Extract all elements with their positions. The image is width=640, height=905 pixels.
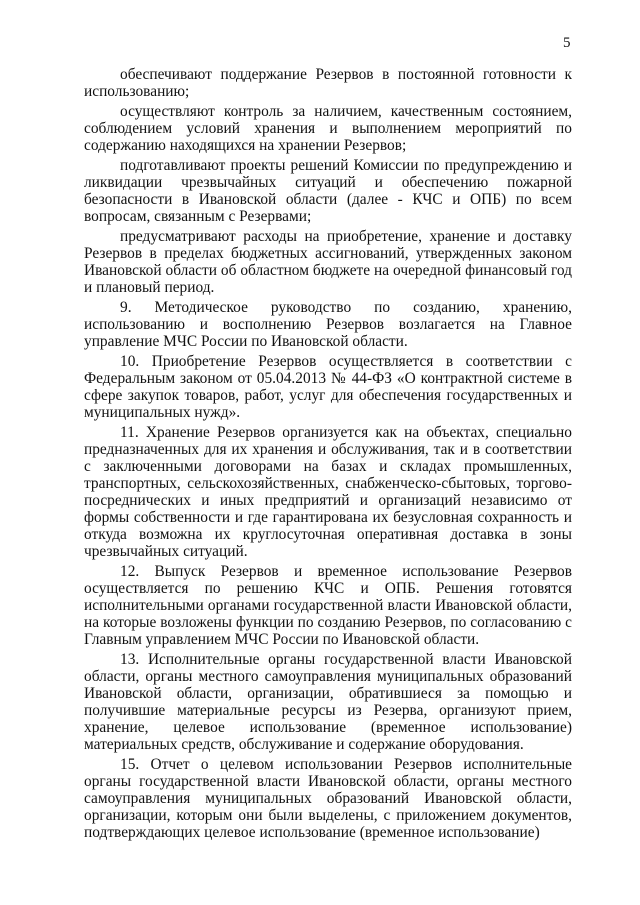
paragraph-item-10: 10. Приобретение Резервов осуществляется в соответствии с Федеральным законом от 05.04.2013 № 44-ФЗ «О контрактной системе в сфере закупок товаров, работ, услуг для обеспечения государственных и муниципальных нужд». <box>84 353 572 421</box>
paragraph-maintain-readiness: обеспечивают поддержание Резервов в постоянной готовности к использованию; <box>84 66 572 100</box>
paragraph-control-storage: осуществляют контроль за наличием, качественным состоянием, соблюдением условий хранения и выполнением мероприятий по содержанию находящихся на хранении Резервов; <box>84 103 572 154</box>
page-number: 5 <box>563 35 571 51</box>
paragraph-item-12: 12. Выпуск Резервов и временное использование Резервов осуществляется по решению КЧС и ОПБ. Решения готовятся исполнительными органами государственной власти Ивановской области, на которые возложены функции по созданию Резервов, по согласованию с Главным управлением МЧС России по Ивановской области. <box>84 563 572 648</box>
paragraph-budget-expenses: предусматривают расходы на приобретение, хранение и доставку Резервов в пределах бюджетных ассигнований, утвержденных законом Ивановской области об областном бюджете на очередной финансовый год и плановый период. <box>84 228 572 296</box>
document-body <box>84 66 572 844</box>
paragraph-item-15: 15. Отчет о целевом использовании Резервов исполнительные органы государственной власти Ивановской области, органы местного самоуправления муниципальных образований Ивановской области, организации, которым они были выделены, с приложением документов, подтверждающих целевое использование (временное использование) <box>84 756 572 841</box>
paragraph-item-13: 13. Исполнительные органы государственной власти Ивановской области, органы местного самоуправления муниципальных образований Ивановской области, организации, обратившиеся за помощью и получившие материальные ресурсы из Резерва, организуют прием, хранение, целевое использование (временное использование) материальных средств, обслуживание и содержание оборудования. <box>84 651 572 753</box>
paragraph-prepare-decisions: подготавливают проекты решений Комиссии по предупреждению и ликвидации чрезвычайных ситуаций и обеспечению пожарной безопасности в Ивановской области (далее - КЧС и ОПБ) по всем вопросам, связанным с Резервами; <box>84 157 572 225</box>
paragraph-item-11: 11. Хранение Резервов организуется как на объектах, специально предназначенных для их хранения и обслуживания, так и в соответствии с заключенными договорами на базах и складах промышленных, транспортных, сельскохозяйственных, снабженческо-сбытовых, торгово-посреднических и иных предприятий и организаций независимо от формы собственности и где гарантирована их безусловная сохранность и откуда возможна их круглосуточная оперативная доставка в зоны чрезвычайных ситуаций. <box>84 424 572 560</box>
paragraph-item-9: 9. Методическое руководство по созданию, хранению, использованию и восполнению Резервов возлагается на Главное управление МЧС России по Ивановской области. <box>84 299 572 350</box>
